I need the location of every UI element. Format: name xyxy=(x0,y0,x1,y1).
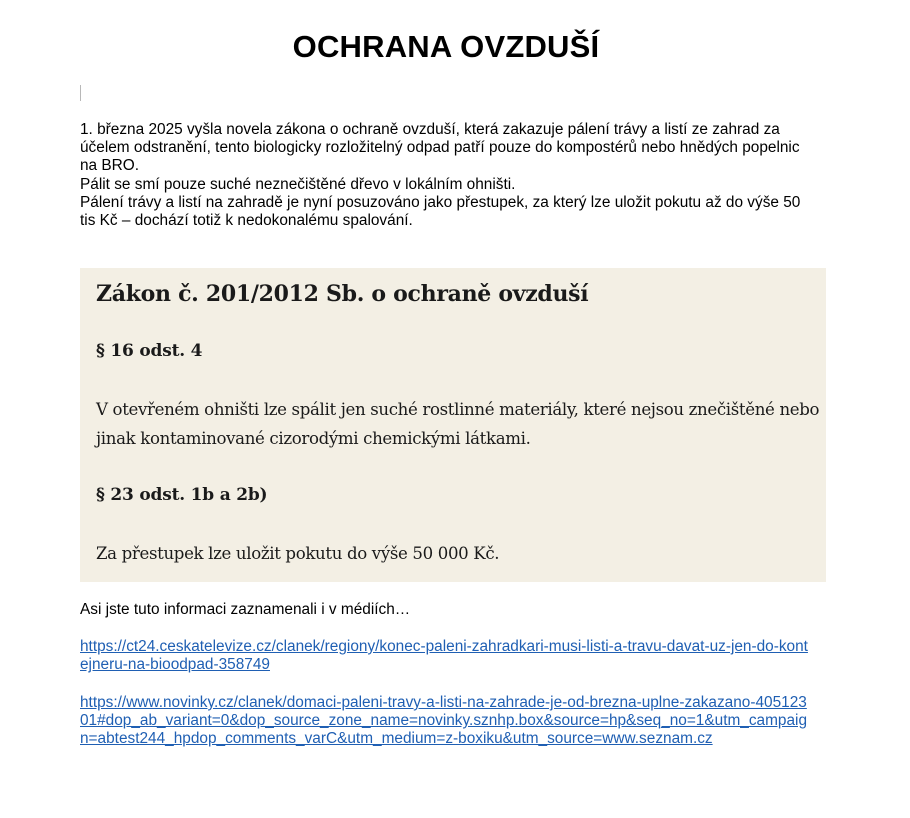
law-quote-box xyxy=(80,268,826,582)
ct24-article-link[interactable]: https://ct24.ceskatelevize.cz/clanek/regiony/konec-paleni-zahradkari-musi-listi-a-travu-davat-uz-jen-do-kontejneru-na-bioodpad-358749 xyxy=(80,638,808,674)
media-note: Asi jste tuto informaci zaznamenali i v médiích… xyxy=(80,601,411,618)
intro-paragraph: 1. března 2025 vyšla novela zákona o ochraně ovzduší, která zakazuje pálení trávy a listí ze zahrad za účelem odstranění, tento biologicky rozložitelný odpad patří pouze do kompostérů nebo hnědých popelnic na BRO. xyxy=(80,121,800,175)
novinky-article-link[interactable]: https://www.novinky.cz/clanek/domaci-paleni-travy-a-listi-na-zahrade-je-od-brezna-uplne-zakazano-40512301#dop_ab_variant=0&dop_source_zone_name=novinky.sznhp.box&source=hp&seq_no=1&utm_campaign=abtest244_hpdop_comments_varC&utm_medium=z-boxiku&utm_source=www.seznam.cz xyxy=(80,694,808,748)
law-section-heading: § 16 odst. 4 xyxy=(96,341,203,361)
link-paragraph xyxy=(80,694,815,749)
law-section-heading: § 23 odst. 1b a 2b) xyxy=(96,485,268,505)
law-section-text: Za přestupek lze uložit pokutu do výše 50 000 Kč. xyxy=(96,544,500,563)
intro-text xyxy=(80,121,810,230)
page-title: OCHRANA OVZDUŠÍ xyxy=(292,29,600,64)
law-section-text: V otevřeném ohništi lze spálit jen suché rostlinné materiály, které nejsou znečištěné nebo jinak kontaminované cizorodými chemickými látkami. xyxy=(96,400,820,448)
intro-paragraph: Pálit se smí pouze suché neznečištěné dřevo v lokálním ohništi. xyxy=(80,175,516,193)
text-cursor xyxy=(80,85,81,101)
link-paragraph xyxy=(80,638,815,674)
intro-paragraph: Pálení trávy a listí na zahradě je nyní posuzováno jako přestupek, za který lze uložit pokutu až do výše 50 tis Kč – dochází totiž k nedokonalému spalování. xyxy=(80,193,801,230)
law-title: Zákon č. 201/2012 Sb. o ochraně ovzduší xyxy=(96,281,589,307)
